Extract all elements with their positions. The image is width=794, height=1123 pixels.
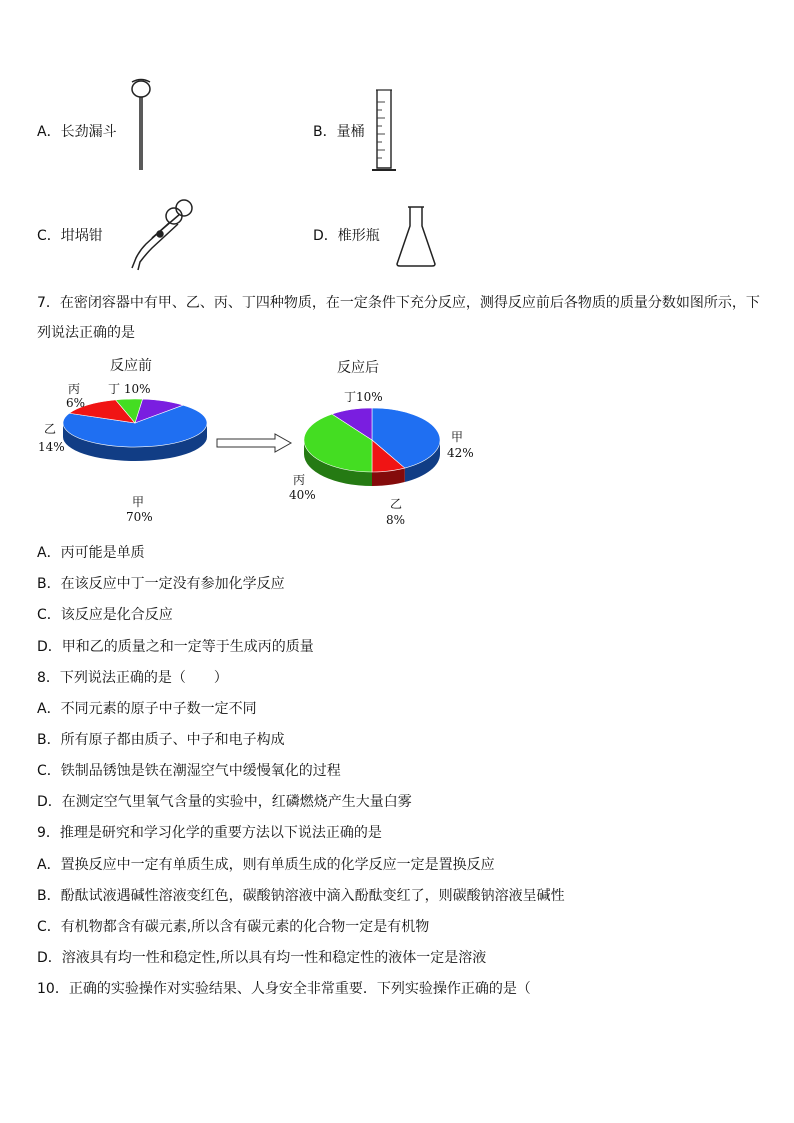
q7-option-a: A．丙可能是单质 [37, 545, 145, 561]
option-d-flask-label: D．椎形瓶 [313, 228, 380, 244]
q7-option-d: D．甲和乙的质量之和一定等于生成丙的质量 [37, 639, 314, 655]
q8-option-d: D．在测定空气里氧气含量的实验中，红磷燃烧产生大量白雾 [37, 794, 412, 810]
pie-after-jia-label: 甲 [451, 430, 464, 444]
pie-before-ding-label: 丁 10% [108, 382, 151, 396]
pie-after-bing-pct: 40% [289, 488, 316, 502]
q7-stem-line1: 7．在密闭容器中有甲、乙、丙、丁四种物质，在一定条件下充分反应，测得反应前后各物质的质量分数如图所示，下 [37, 295, 760, 311]
pie-chart-after [300, 400, 450, 500]
pie-before-jia-pct: 70% [126, 510, 153, 524]
q9-option-a: A．置换反应中一定有单质生成，则有单质生成的化学反应一定是置换反应 [37, 857, 495, 873]
pie-after-title: 反应后 [337, 360, 379, 376]
q7-option-b: B．在该反应中丁一定没有参加化学反应 [37, 576, 285, 592]
pie-before-yi-pct: 14% [38, 440, 65, 454]
q7-stem-line2: 列说法正确的是 [37, 325, 135, 341]
pie-before-bing-pct: 6% [66, 396, 86, 410]
q9-stem: 9．推理是研究和学习化学的重要方法以下说法正确的是 [37, 825, 382, 841]
q10-stem: 10．正确的实验操作对实验结果、人身安全非常重要．下列实验操作正确的是（ [37, 981, 531, 997]
option-b-cylinder-label: B．量桶 [313, 124, 365, 140]
pie-after-bing-label: 丙 [293, 473, 306, 487]
long-neck-funnel-icon [126, 78, 156, 172]
q9-option-d: D．溶液具有均一性和稳定性,所以具有均一性和稳定性的液体一定是溶液 [37, 950, 487, 966]
crucible-tongs-icon [122, 196, 196, 272]
pie-before-yi-label: 乙 [44, 422, 57, 436]
pie-after-ding-label: 丁10% [344, 390, 383, 404]
pie-before-bing-label: 丙 [68, 382, 81, 396]
q8-option-b: B．所有原子都由质子、中子和电子构成 [37, 732, 285, 748]
pie-before-title: 反应前 [110, 358, 152, 374]
graduated-cylinder-icon [370, 88, 398, 174]
right-arrow-icon [215, 432, 295, 454]
q8-option-c: C．铁制品锈蚀是铁在潮湿空气中缓慢氧化的过程 [37, 763, 341, 779]
option-c-tongs-label: C．坩埚钳 [37, 228, 103, 244]
q9-option-c: C．有机物都含有碳元素,所以含有碳元素的化合物一定是有机物 [37, 919, 430, 935]
pie-after-yi-pct: 8% [386, 513, 406, 527]
q9-option-b: B．酚酞试液遇碱性溶液变红色，碳酸钠溶液中滴入酚酞变红了，则碳酸钠溶液呈碱性 [37, 888, 565, 904]
conical-flask-icon [394, 204, 438, 268]
pie-after-yi-label: 乙 [390, 497, 403, 511]
pie-before-jia-label: 甲 [132, 495, 145, 509]
q7-option-c: C．该反应是化合反应 [37, 607, 173, 623]
pie-after-jia-pct: 42% [447, 446, 474, 460]
q8-stem: 8．下列说法正确的是（ ） [37, 670, 228, 686]
option-a-funnel-label: A．长劲漏斗 [37, 124, 117, 140]
q8-option-a: A．不同元素的原子中子数一定不同 [37, 701, 257, 717]
